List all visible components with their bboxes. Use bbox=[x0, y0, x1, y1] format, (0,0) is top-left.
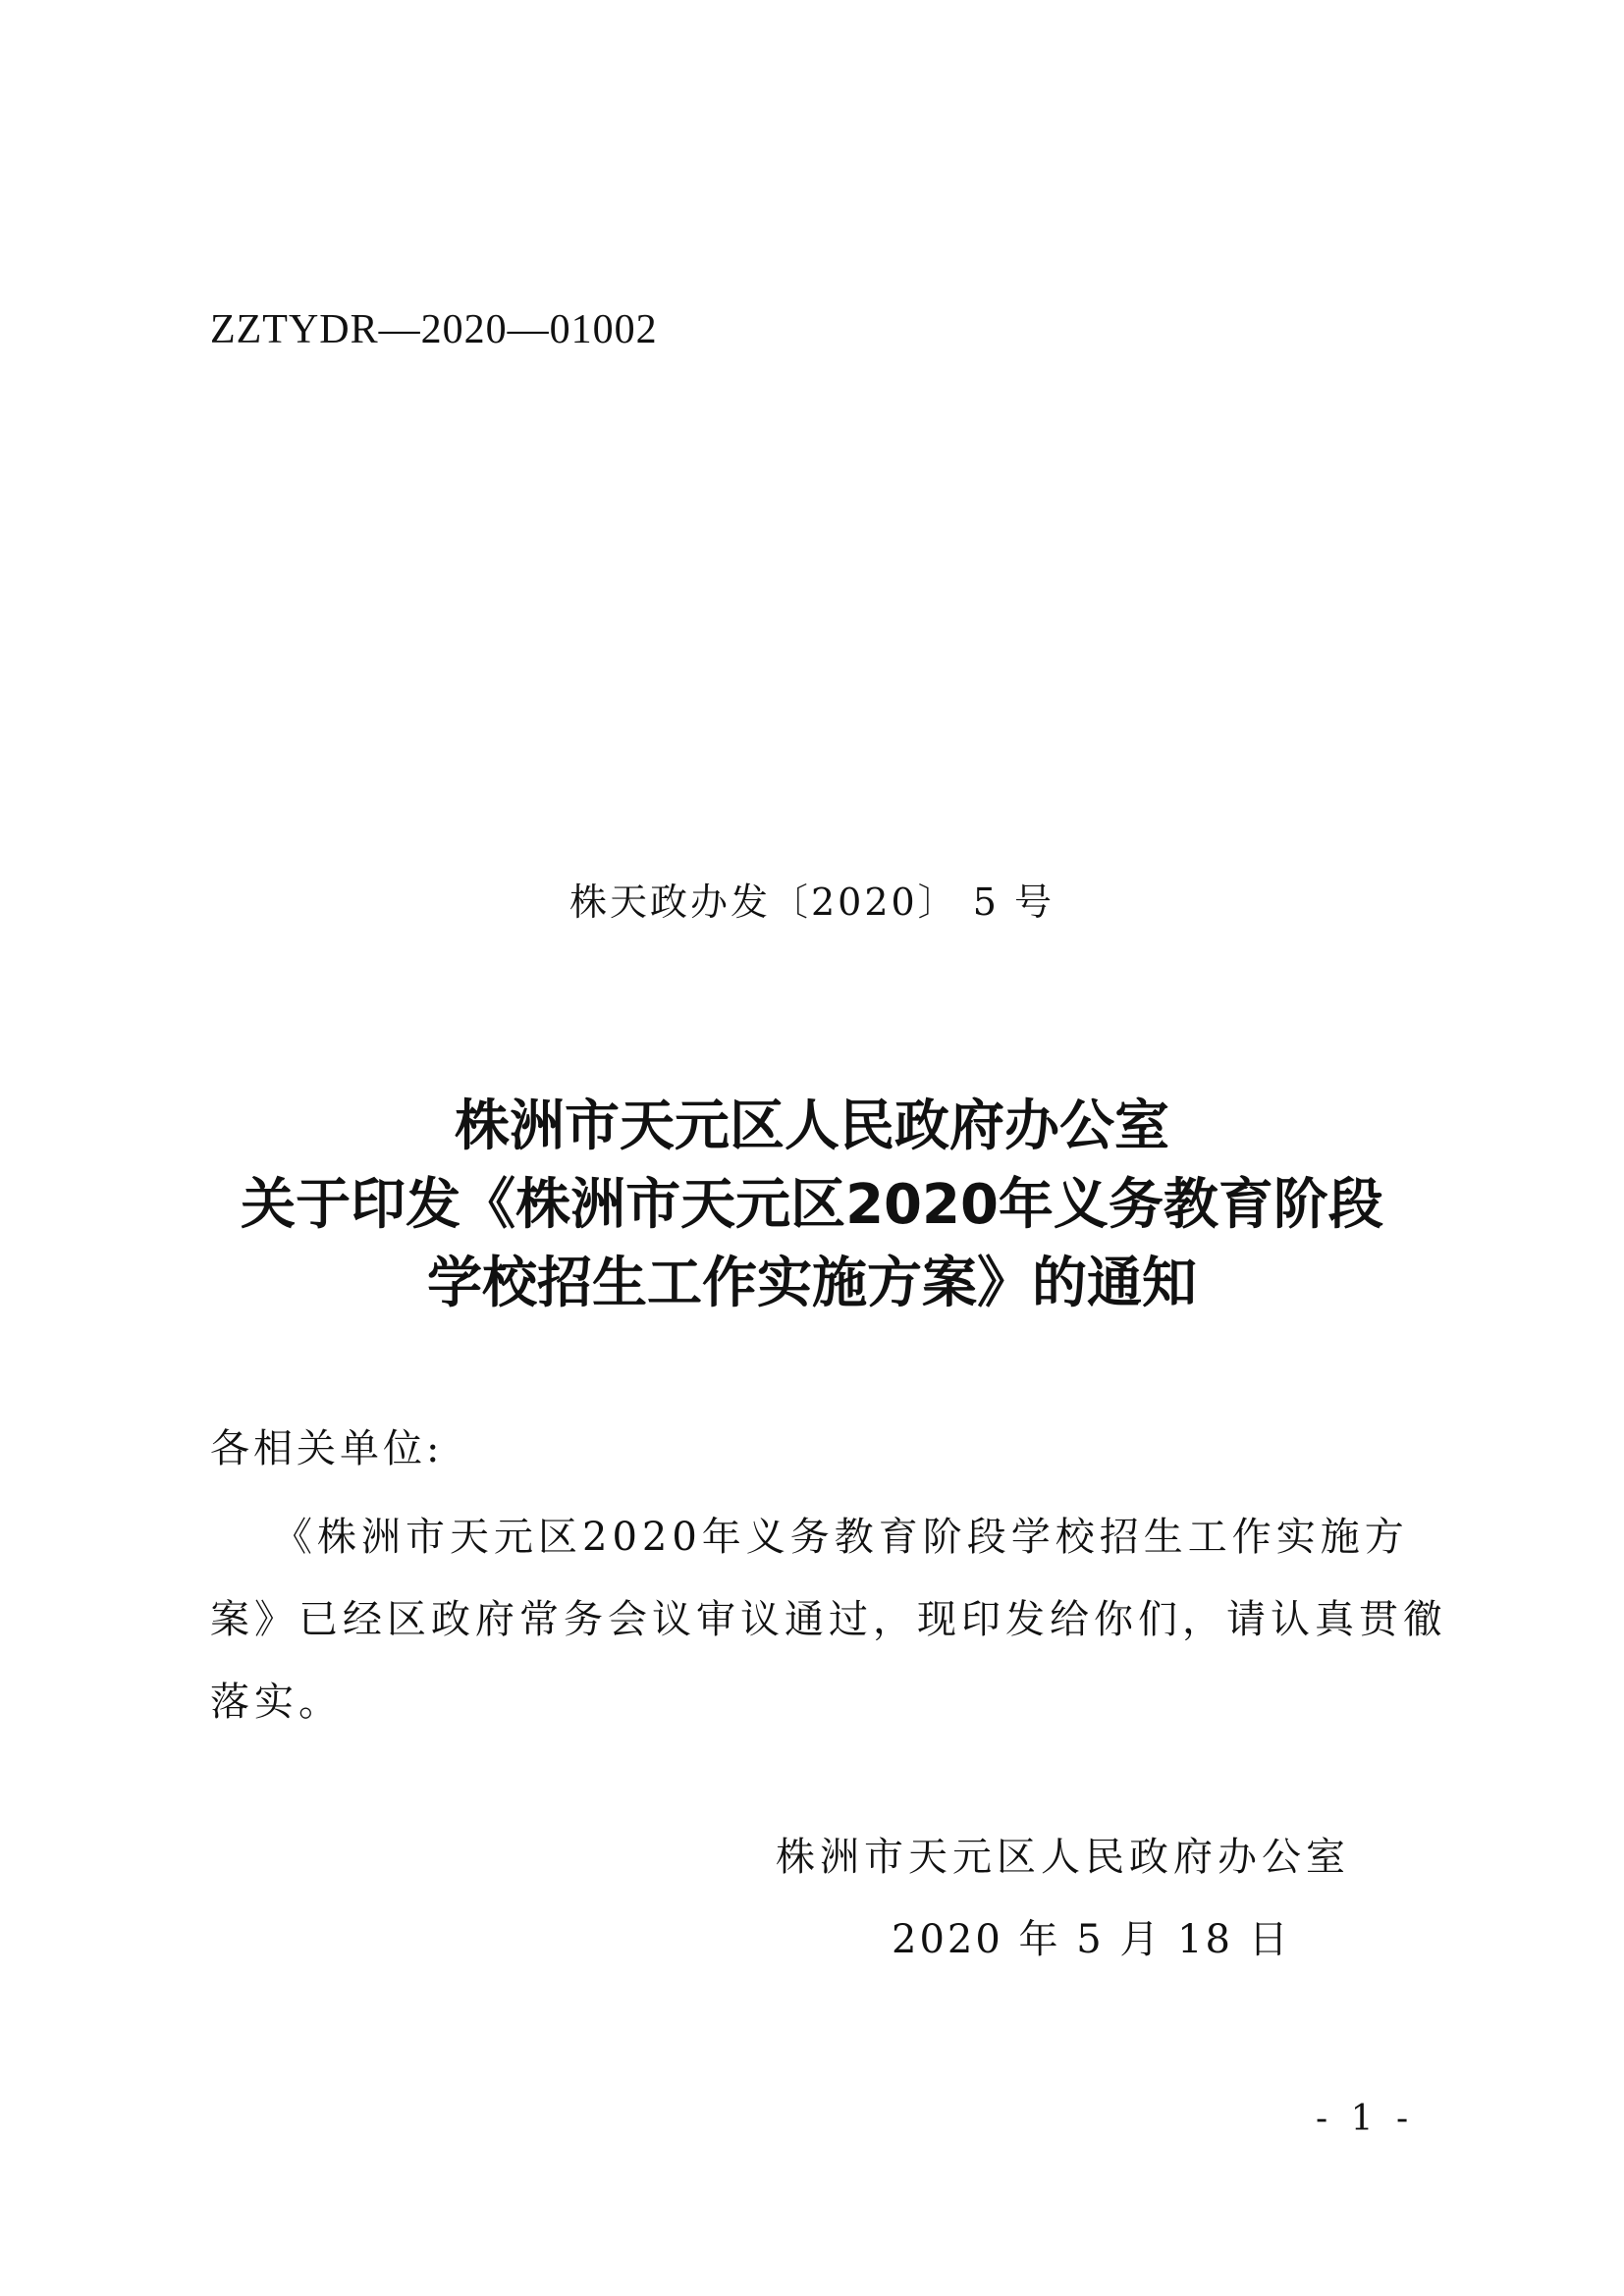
document-title bbox=[0, 1088, 1624, 1323]
body-line: 案》已经区政府常务会议审议通过，现印发给你们，请认真贯徹 bbox=[210, 1597, 1447, 1642]
sign-date: 2020 年 5 月 18 日 bbox=[892, 1917, 1291, 1962]
document-code: ZZTYDR—2020—01002 bbox=[210, 307, 658, 352]
addressee: 各相关单位: bbox=[210, 1426, 444, 1471]
page-number: - 1 - bbox=[1316, 2099, 1415, 2139]
body-line: 落实。 bbox=[210, 1680, 343, 1725]
title-line: 株洲市天元区人民政府办公室 bbox=[455, 1095, 1169, 1158]
signer: 株洲市天元区人民政府办公室 bbox=[776, 1835, 1350, 1880]
body-paragraph bbox=[210, 1496, 1447, 1743]
title-line: 学校招生工作实施方案》的通知 bbox=[427, 1252, 1197, 1315]
issue-number: 株天政办发〔2020〕 5 号 bbox=[568, 881, 1056, 924]
title-line: 关于印发《株洲市天元区2020年义务教育阶段 bbox=[241, 1173, 1383, 1237]
body-line: 《株洲市天元区2020年义务教育阶段学校招生工作实施方 bbox=[273, 1515, 1409, 1560]
